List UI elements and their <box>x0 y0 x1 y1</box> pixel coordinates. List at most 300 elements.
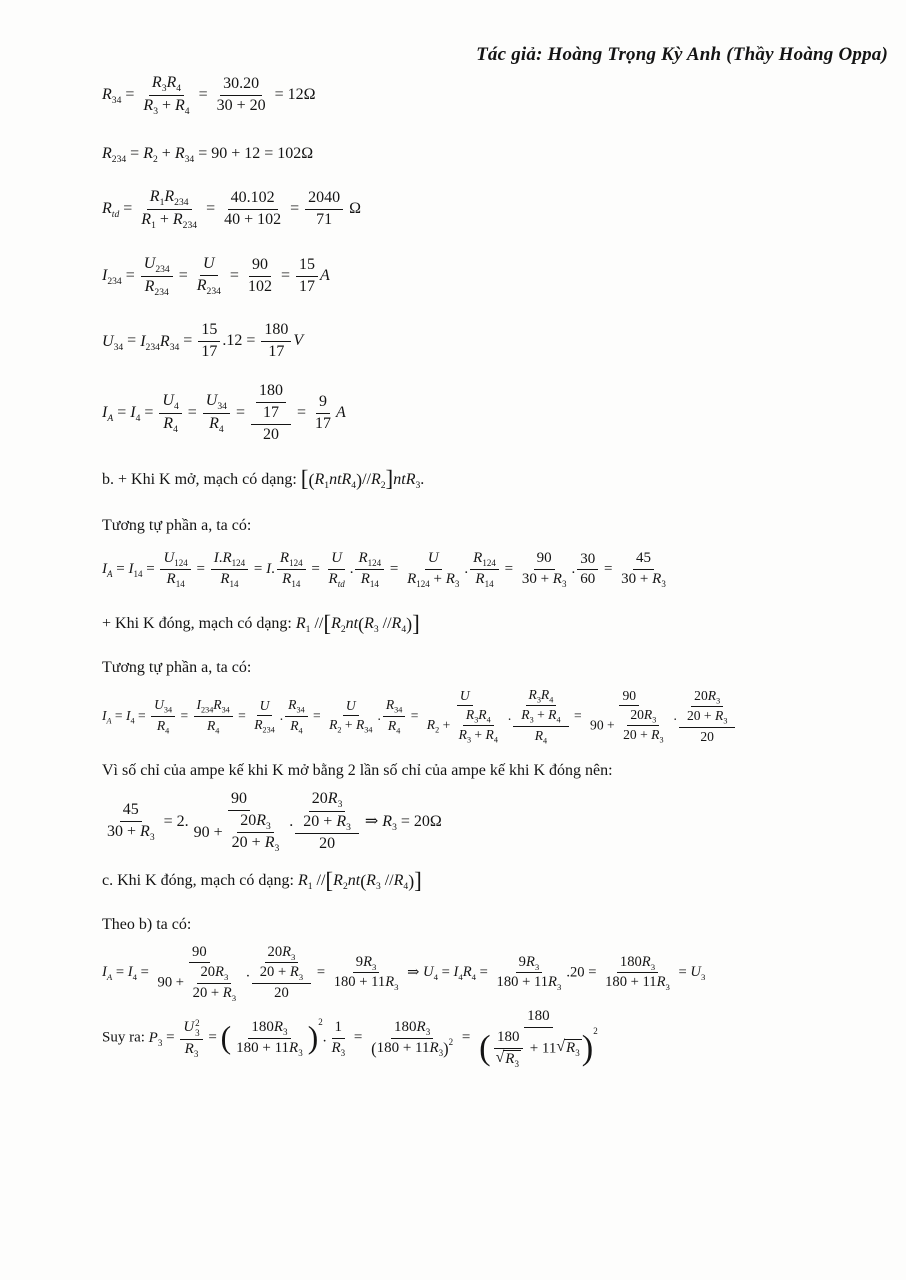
subscript: 3 <box>375 881 381 893</box>
line-eq-ia-k-closed <box>102 687 892 747</box>
subscript: 3 <box>161 83 167 95</box>
denominator <box>385 717 403 736</box>
subscript: 3 <box>392 821 397 833</box>
denominator <box>204 717 222 736</box>
denominator <box>198 342 220 362</box>
math-text: Theo b) ta có: <box>102 916 192 934</box>
math-variable <box>293 333 303 350</box>
subscript: 3 <box>650 961 656 972</box>
denominator <box>257 963 306 982</box>
variable-symbol: I <box>125 707 131 723</box>
subscript: 4 <box>132 972 138 983</box>
variable-symbol: U <box>102 332 114 350</box>
math-variable <box>473 550 496 569</box>
numerator <box>309 790 346 812</box>
subscript: A <box>106 972 113 983</box>
math-text: 17 <box>268 343 285 361</box>
math-text: 20 <box>267 943 283 960</box>
math-text: 180 + 11 <box>236 1039 290 1056</box>
numerator <box>285 697 307 717</box>
subscript: 3 <box>265 820 271 832</box>
math-text: = <box>142 561 159 578</box>
math-variable <box>174 144 195 165</box>
math-variable <box>130 404 141 425</box>
math-text: 30 <box>580 550 596 567</box>
numerator <box>256 382 286 403</box>
math-text: 20 + <box>686 708 715 724</box>
math-text: 45 <box>122 801 139 819</box>
math-text: + <box>429 571 446 588</box>
math-variable <box>642 954 655 970</box>
math-text: 30.20 <box>223 74 260 92</box>
fraction <box>285 697 307 736</box>
math-text: 20 <box>700 729 714 745</box>
math-text: = <box>113 404 131 422</box>
variable-symbol: U <box>331 550 343 567</box>
fraction <box>331 954 402 992</box>
math-text: 180 <box>264 321 289 339</box>
math-variable <box>264 834 280 855</box>
denominator <box>424 706 506 746</box>
variable-symbol: nt <box>393 470 406 488</box>
math-text: // <box>312 872 326 890</box>
math-variable <box>521 707 534 726</box>
variable-symbol: U <box>259 697 270 713</box>
variable-symbol: I <box>102 266 108 284</box>
variable-symbol: R <box>254 716 263 732</box>
variable-symbol: R <box>149 188 160 206</box>
math-text: 20 <box>240 811 257 829</box>
math-text: . <box>279 707 284 723</box>
math-variable <box>222 550 246 569</box>
math-text: b. + Khi K mở, mạch có dạng: <box>102 470 301 488</box>
math-variable <box>485 727 498 746</box>
variable-symbol: I <box>102 561 107 578</box>
fraction <box>256 382 286 423</box>
math-variable <box>462 964 477 983</box>
math-variable <box>707 687 721 706</box>
numerator <box>470 550 499 570</box>
variable-symbol: R <box>222 984 232 1001</box>
variable-symbol: R <box>102 85 112 103</box>
math-variable <box>327 789 343 810</box>
math-text: 90 + <box>193 823 227 841</box>
fraction <box>277 550 306 589</box>
fraction <box>221 189 284 230</box>
math-text: 180 <box>258 382 283 400</box>
bracket: [ <box>323 610 332 637</box>
math-variable <box>102 404 114 425</box>
subscript: 234 <box>154 286 169 298</box>
math-text: 20 <box>262 425 279 443</box>
math-text: + 11 <box>525 1040 557 1057</box>
math-variable <box>336 812 351 833</box>
fraction <box>300 790 354 833</box>
subscript: 4 <box>165 726 170 736</box>
math-text: = <box>194 85 212 103</box>
math-text: = 20Ω <box>396 812 442 830</box>
variable-symbol: R <box>144 277 155 295</box>
fraction <box>251 382 291 445</box>
subscript: 124 <box>289 558 303 569</box>
subscript: 4 <box>556 716 561 726</box>
numerator <box>189 944 210 963</box>
numerator <box>332 1019 346 1039</box>
variable-symbol: R <box>465 706 475 722</box>
variable-symbol: nt <box>329 470 342 488</box>
subscript: 234 <box>155 264 170 276</box>
denominator <box>577 570 598 589</box>
line-eq-rtd <box>102 188 892 231</box>
math-text: 90 + <box>590 717 619 733</box>
math-variable <box>534 728 548 747</box>
math-text: = <box>111 707 126 723</box>
math-variable <box>391 615 407 636</box>
math-text: + <box>157 144 175 162</box>
denominator <box>140 96 192 117</box>
math-variable <box>331 550 342 566</box>
paren-group <box>220 1016 323 1058</box>
denominator <box>316 834 338 854</box>
close-paren: ) <box>581 1029 594 1068</box>
variable-symbol: R <box>548 707 557 723</box>
math-variable <box>260 698 270 713</box>
variable-symbol: R <box>163 415 174 433</box>
fraction <box>296 256 318 297</box>
subscript: 4 <box>130 716 135 726</box>
variable-symbol: R <box>366 872 376 890</box>
subscript: 4 <box>215 726 220 736</box>
variable-symbol: I <box>140 332 146 350</box>
numerator <box>633 550 654 570</box>
denominator <box>519 570 570 589</box>
denominator <box>358 570 382 589</box>
numerator <box>211 550 248 570</box>
math-text: 90 <box>536 550 552 567</box>
fraction <box>312 393 334 434</box>
math-text: = <box>192 561 209 578</box>
variable-symbol: U <box>163 550 175 567</box>
fraction <box>140 74 192 117</box>
denominator <box>190 984 239 1003</box>
square-root <box>556 1039 581 1058</box>
numerator <box>355 550 384 570</box>
math-text: 90 + <box>157 974 188 991</box>
math-variable <box>360 571 379 590</box>
variable-symbol: R <box>426 717 436 733</box>
math-text: 9 <box>518 953 526 970</box>
math-variable <box>458 727 472 746</box>
line-eq-ia-u4 <box>102 944 892 1003</box>
variable-symbol: R <box>164 188 175 206</box>
fraction <box>252 944 311 1003</box>
bracket: ) <box>356 469 363 490</box>
math-variable <box>282 944 295 960</box>
numerator <box>577 551 598 571</box>
denominator <box>164 570 188 589</box>
fraction <box>618 550 669 589</box>
numerator <box>277 550 306 570</box>
variable-symbol: R <box>391 615 402 633</box>
denominator <box>138 210 200 231</box>
subscript: 4 <box>173 424 178 436</box>
fraction <box>141 255 173 298</box>
math-variable <box>385 697 403 715</box>
paren-content <box>491 1029 582 1069</box>
math-text: = <box>121 85 139 103</box>
fraction <box>295 790 359 854</box>
close-paren: ) <box>307 1019 319 1055</box>
subscript: 3 <box>561 579 567 590</box>
paren-group <box>479 1025 598 1069</box>
variable-symbol: R <box>652 571 662 588</box>
fraction <box>519 550 570 589</box>
subscript: 4 <box>403 881 409 893</box>
denominator <box>260 403 282 423</box>
math-variable <box>162 392 179 413</box>
denominator <box>214 96 269 116</box>
numerator <box>151 697 175 717</box>
math-text: 90 <box>230 789 247 807</box>
math-text: 180 <box>619 953 642 970</box>
subscript: 3 <box>425 1026 431 1037</box>
subscript: 3 <box>153 105 158 117</box>
subscript: A <box>106 716 112 726</box>
math-text: = <box>119 200 137 218</box>
math-text: = <box>204 1029 221 1046</box>
math-text: 20 <box>200 963 216 980</box>
subscript: 2 <box>380 480 386 492</box>
variable-symbol: R <box>206 717 216 733</box>
math-variable <box>102 561 113 580</box>
variable-symbol: nt <box>347 872 361 890</box>
subscript: 34 <box>169 341 180 353</box>
numerator <box>383 697 405 717</box>
line-eq-r234 <box>102 143 892 165</box>
math-text: ⇒ <box>403 964 424 981</box>
math-text: = <box>174 266 192 284</box>
subscript: 3 <box>157 1037 163 1048</box>
math-text: = 90 + 12 = 102Ω <box>194 144 314 162</box>
math-text: = 12Ω <box>270 85 316 103</box>
math-variable <box>505 1051 519 1067</box>
variable-symbol: R <box>360 571 370 588</box>
radicand <box>503 1050 521 1069</box>
line-text-k-closed-intro <box>102 610 892 637</box>
variable-symbol: R <box>643 706 653 722</box>
fraction <box>679 688 735 746</box>
math-variable <box>166 571 185 590</box>
numerator <box>203 392 230 414</box>
math-text: // <box>378 615 392 633</box>
math-text: = <box>179 332 197 350</box>
math-variable <box>290 717 303 736</box>
denominator <box>260 425 282 445</box>
numerator <box>228 189 278 210</box>
denominator <box>476 1025 601 1069</box>
numerator <box>494 1029 523 1049</box>
math-variable <box>172 211 198 232</box>
bracket: [ <box>325 867 334 894</box>
math-variable <box>128 561 143 580</box>
variable-symbol: I <box>266 561 272 578</box>
math-variable <box>184 1041 199 1060</box>
variable-symbol: A <box>336 404 346 422</box>
fraction <box>104 801 158 843</box>
denominator <box>221 210 284 230</box>
math-text: = <box>570 707 586 723</box>
math-text: = <box>350 1029 367 1046</box>
math-variable <box>166 74 182 95</box>
subscript: 3 <box>346 821 351 833</box>
denominator <box>229 833 283 854</box>
denominator <box>620 726 666 745</box>
variable-symbol: R <box>528 686 537 702</box>
line-text-part-b-intro <box>102 466 892 493</box>
math-text: = <box>112 561 129 578</box>
fraction <box>138 188 200 231</box>
numerator <box>220 75 262 96</box>
variable-symbol: R <box>341 470 352 488</box>
math-variable <box>643 706 657 725</box>
numerator <box>691 688 723 708</box>
denominator <box>206 414 227 435</box>
math-text: 102 <box>247 277 272 295</box>
subscript: 2 <box>342 881 348 893</box>
fraction <box>513 687 568 747</box>
fraction <box>180 1018 202 1060</box>
fraction <box>368 1019 456 1058</box>
variable-symbol: R <box>327 789 338 807</box>
variable-symbol: U <box>154 697 164 713</box>
math-variable <box>282 571 301 590</box>
math-variable <box>423 964 438 983</box>
math-text: = <box>112 964 128 981</box>
math-text: .20 = <box>566 964 601 981</box>
variable-symbol: R <box>462 964 472 981</box>
math-variable <box>548 974 562 993</box>
subscript: 4 <box>184 105 190 117</box>
numerator <box>316 393 330 414</box>
math-variable <box>183 1017 200 1038</box>
math-text: 20 <box>274 984 289 1001</box>
math-text: // <box>310 615 324 633</box>
bracket: [ <box>300 466 309 493</box>
variable-symbol: U <box>143 254 156 272</box>
fraction <box>214 75 269 116</box>
numerator <box>265 944 299 964</box>
subscript: 3 <box>529 716 534 726</box>
subscript: 4 <box>458 972 463 983</box>
variable-symbol: R <box>385 697 395 713</box>
fraction <box>620 707 666 746</box>
subscript: 234 <box>206 286 221 298</box>
math-text: 45 <box>635 550 651 567</box>
math-variable <box>652 571 666 590</box>
math-text: . <box>507 707 512 723</box>
variable-symbol: R <box>407 571 417 588</box>
math-variable <box>445 571 460 590</box>
math-variable <box>196 277 221 298</box>
variable-symbol: R <box>540 686 550 702</box>
variable-symbol: A <box>319 266 330 284</box>
subscript: 3 <box>223 971 229 982</box>
fraction <box>233 1019 306 1058</box>
math-text: 180 + 11 <box>376 1039 430 1056</box>
variable-symbol: R <box>140 823 150 841</box>
denominator <box>217 570 241 589</box>
math-text: . <box>349 561 354 578</box>
math-variable <box>331 615 346 636</box>
variable-symbol: R <box>172 211 183 229</box>
variable-symbol: nt <box>345 615 359 633</box>
math-variable <box>125 707 135 726</box>
variable-symbol: I <box>213 550 219 567</box>
math-text: 15 <box>201 321 218 339</box>
variable-symbol: R <box>333 872 343 890</box>
variable-symbol: R <box>273 1018 283 1035</box>
numerator <box>197 964 231 984</box>
math-text: 30 + <box>521 571 553 588</box>
denominator <box>494 973 565 992</box>
variable-symbol: R <box>220 571 230 588</box>
variable-symbol: R <box>552 571 562 588</box>
math-variable <box>320 267 330 284</box>
fraction <box>383 697 405 736</box>
line-eq-i234 <box>102 255 892 298</box>
subscript: 1 <box>307 881 313 893</box>
variable-symbol: R <box>282 571 292 588</box>
numerator <box>526 687 557 707</box>
subscript: 34 <box>163 705 173 715</box>
subscript: 4 <box>493 736 498 746</box>
fraction <box>355 550 384 589</box>
exponent: 2 <box>448 1036 454 1047</box>
math-variable <box>336 404 346 421</box>
math-text: = <box>407 707 422 723</box>
math-text: 90 <box>622 687 637 703</box>
subscript: 34 <box>296 705 305 715</box>
numerator <box>534 550 555 570</box>
numerator <box>249 256 271 277</box>
math-text: Tương tự phần a, ta có: <box>102 516 252 534</box>
math-text: 71 <box>316 211 333 229</box>
denominator <box>155 963 245 1002</box>
fraction <box>151 697 175 736</box>
fraction <box>251 698 278 735</box>
denominator <box>587 706 672 746</box>
denominator <box>279 570 303 589</box>
subscript: 3 <box>723 717 728 727</box>
math-variable <box>346 698 356 713</box>
radicand <box>564 1039 582 1058</box>
variable-symbol: R <box>715 708 724 724</box>
subscript: 4 <box>351 480 357 492</box>
math-variable <box>223 985 236 1001</box>
radical-sign: √ <box>556 1038 566 1056</box>
variable-symbol: R <box>521 707 530 723</box>
math-text: 20 + <box>303 812 337 830</box>
variable-symbol: I <box>102 404 108 422</box>
math-text: = <box>123 332 141 350</box>
numerator <box>141 255 173 277</box>
math-text: c. Khi K đóng, mạch có dạng: <box>102 872 298 890</box>
math-text: 15 <box>298 255 315 273</box>
math-text: . <box>289 812 294 830</box>
math-variable <box>163 415 178 436</box>
subscript: 3 <box>652 715 657 725</box>
numerator <box>237 812 274 834</box>
